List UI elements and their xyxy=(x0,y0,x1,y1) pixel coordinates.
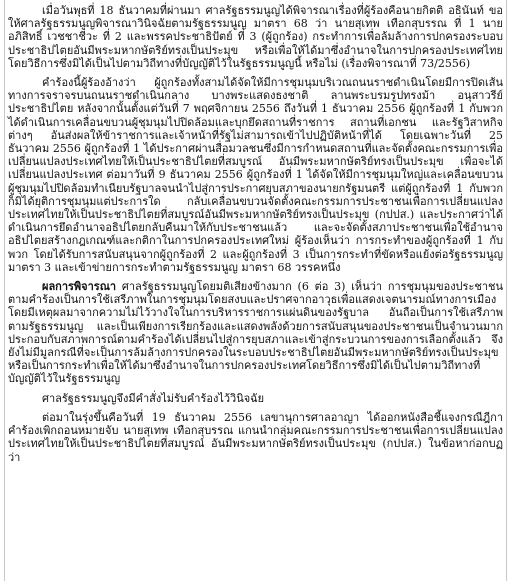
paragraph-text: ศาลรัฐธรรมนูญจึงมีคำสั่งไม่รับคำร้องไว้วินิจฉัย xyxy=(42,391,265,405)
paragraph-court-follow-up xyxy=(8,411,503,464)
paragraph-case-intro xyxy=(8,4,503,70)
ruling-heading: ผลการพิจารณา xyxy=(42,280,117,294)
paragraph-text: เมื่อวันพุธที่ 18 ธันวาคมที่ผ่านมา ศาลรัฐธรรมนูญได้พิจารณาเรื่องที่ผู้ร้องคือนายกิตติ อธินันท์ ขอให้ศาลรัฐธรรมนูญพิจารณาวินิจฉัยตามรัฐธรรมนูญ มาตรา 68 ว่า นายสุเทพ เทือกสุบรรณ ที่ 1 นายอภิสิทธิ์ เวชชาชีวะ ที่ 2 และพรรคประชาธิปัตย์ ที่ 3 (ผู้ถูกร้อง) กระทำการเพื่อล้มล้างการปกครองระบอบประชาธิปไตยอันมีพระมหากษัตริย์ทรงเป็นประมุข หรือเพื่อให้ได้มาซึ่งอำนาจในการปกครองประเทศไทยโดยวิธีการซึ่งมิได้เป็นไปตามวิถีทางที่บัญญัติไว้ในรัฐธรรมนูญนี้ หรือไม่ (เรื่องพิจารณาที่ 73/2556) xyxy=(8,4,503,70)
paragraph-text: ต่อมาในรุ่งขึ้นคือวันที่ 19 ธันวาคม 2556 เลขานุการศาลอาญา ได้ออกหนังสือชี้แจงกรณีฎีกาคำร้องเพิกถอนหมายจับ นายสุเทพ เทือกสุบรรณ แกนนำกลุ่มคณะกรรมการประชาชนเพื่อการเปลี่ยนแปลงประเทศไทยให้เป็นประชาธิปไตยที่สมบูรณ์ อันมีพระมหากษัตริย์ทรงเป็นประมุข (กปปส.) ในข้อหาก่อกบฏว่า xyxy=(8,410,503,464)
paragraph-text: คำร้องนี้ผู้ร้องอ้างว่า ผู้ถูกร้องทั้งสามได้จัดให้มีการชุมนุมบริเวณถนนราชดำเนินโดยมีการปิดเส้นทางการจราจรบนถนนราชดำเนินกลาง บางพระแสดงธงชาติ ลานพระบรมรูปทรงม้า อนุสาวรีย์ประชาธิปไตย หลังจากนั้นตั้งแต่วันที่ 7 พฤศจิกายน 2556 ถึงวันที่ 1 ธันวาคม 2556 ผู้ถูกร้องที่ 1 กับพวก ได้ดำเนินการเคลื่อนขบวนผู้ชุมนุมไปปิดล้อมและบุกยึดสถานที่ราชการ สถานที่เอกชน และรัฐวิสาหกิจต่างๆ อันส่งผลให้ข้าราชการและเจ้าหน้าที่รัฐไม่สามารถเข้าไปปฏิบัติหน้าที่ได้ โดยเฉพาะวันที่ 25 ธันวาคม 2556 ผู้ถูกร้องที่ 1 ได้ประกาศผ่านสื่อมวลชนซึ่งมีการกำหนดสถานที่และจัดตั้งคณะกรรมการเพื่อเปลี่ยนแปลงประเทศไทยให้เป็นประชาธิปไตยที่สมบูรณ์ อันมีพระมหากษัตริย์ทรงเป็นประมุข เพื่อจะได้เปลี่ยนแปลงประเทศ ต่อมาวันที่ 9 ธันวาคม 2556 ผู้ถูกร้องที่ 1 ได้จัดให้มีการชุมนุมใหญ่และเคลื่อนขบวนผู้ชุมนุมไปปิดล้อมทำเนียบรัฐบาลจนนำไปสู่การประกาศยุบสภาของนายกรัฐมนตรี แต่ผู้ถูกร้องที่ 1 กับพวก ก็มิได้ยุติการชุมนุมแต่ประการใด กลับเคลื่อนขบวนจัดตั้งคณะกรรมการประชาชนเพื่อการเปลี่ยนแปลงประเทศไทยให้เป็นประชาธิปไตยที่สมบูรณ์อันมีพระมหากษัตริย์ทรงเป็นประมุข (กปปส.) และประกาศว่าได้ดำเนินการยึดอำนาจอธิปไตยกลับคืนมาให้กับประชาชนแล้ว และจะจัดตั้งสภาประชาชนเพื่อใช้อำนาจอธิปไตยสร้างกฎเกณฑ์และกติกาในการปกครองประเทศใหม่ ผู้ร้องเห็นว่า การกระทำของผู้ถูกร้องที่ 1 กับพวก โดยได้รับการสนับสนุนจากผู้ถูกร้องที่ 2 และผู้ถูกร้องที่ 3 เป็นการกระทำที่ขัดหรือแย้งต่อรัฐธรรมนูญ มาตรา 3 และเข้าข่ายการกระทำตามรัฐธรรมนูญ มาตรา 68 วรรคหนึ่ง xyxy=(8,76,503,274)
paragraph-petition-claims xyxy=(8,76,503,274)
paragraph-ruling xyxy=(8,280,503,386)
paragraph-text: ศาลรัฐธรรมนูญโดยมติเสียงข้างมาก (6 ต่อ 3) เห็นว่า การชุมนุมของประชาชนตามคำร้องเป็นการใช้เสรีภาพในการชุมนุมโดยสงบและปราศจากอาวุธเพื่อแสดงเจตนารมณ์ทางการเมือง โดยมีเหตุผลมาจากความไม่ไว้วางใจในการบริหารราชการแผ่นดินของรัฐบาล อันถือเป็นการใช้เสรีภาพตามรัฐธรรมนูญ และเป็นเพียงการเรียกร้องและแสดงพลังด้วยการสนับสนุนของประชาชนเป็นจำนวนมากประกอบกับสภาพการณ์ตามคำร้องได้เปลี่ยนไปสู่การยุบสภาและเข้าสู่กระบวนการของการเลือกตั้งแล้ว จึงยังไม่มีมูลกรณีที่จะเป็นการล้มล้างการปกครองในระบอบประชาธิปไตยอันมีพระมหากษัตริย์ทรงเป็นประมุข หรือเป็นการกระทำเพื่อให้ได้มาซึ่งอำนาจในการปกครองประเทศโดยวิธีการซึ่งมิได้เป็นไปตามวิถีทางที่บัญญัติไว้ในรัฐธรรมนูญ xyxy=(8,280,503,386)
paragraph-order xyxy=(8,392,503,405)
